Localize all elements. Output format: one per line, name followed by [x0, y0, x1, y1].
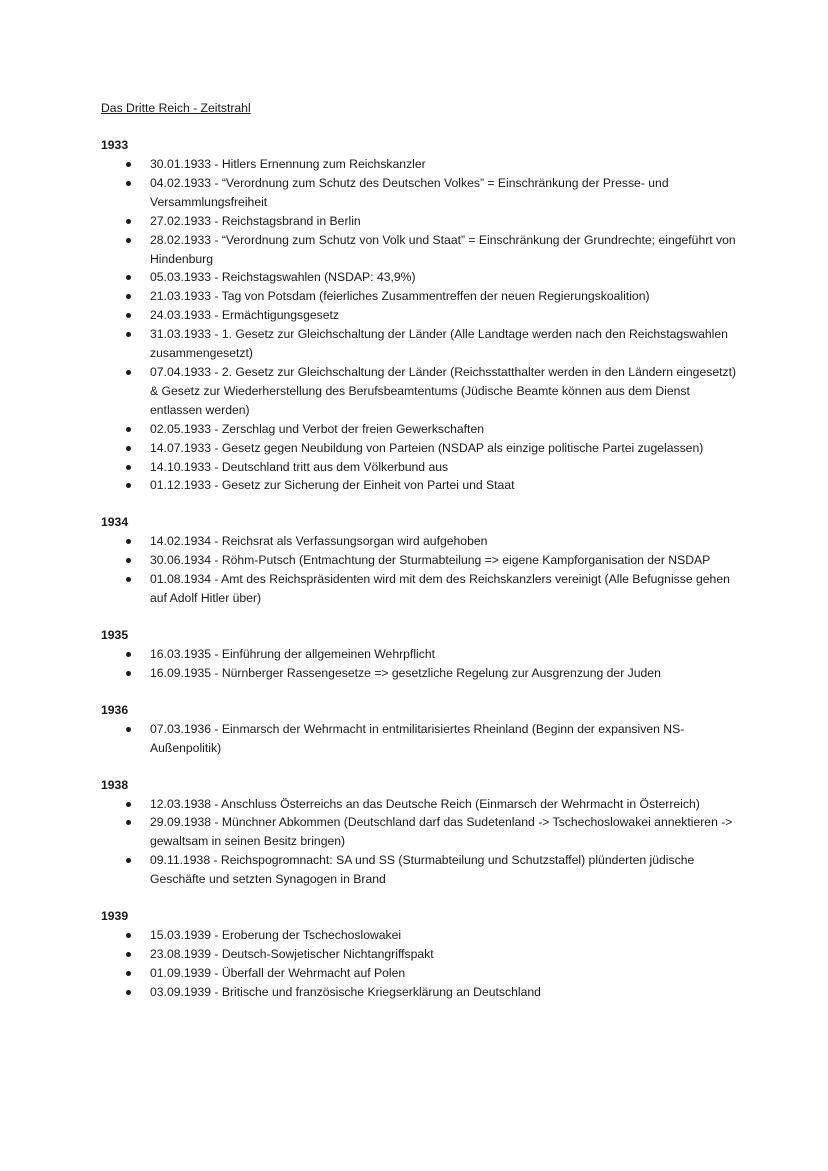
bullet-icon — [126, 483, 131, 488]
year-section-1938 — [101, 776, 741, 890]
event-item — [101, 645, 741, 664]
year-section-1939 — [101, 907, 741, 1002]
event-text: 23.08.1939 - Deutsch-Sowjetischer Nichtangriffspakt — [150, 947, 434, 961]
bullet-icon — [126, 446, 131, 451]
event-text: 24.03.1933 - Ermächtigungsgesetz — [150, 308, 340, 323]
event-text: 12.03.1938 - Anschluss Österreichs an das Deutsche Reich (Einmarsch der Wehrmacht in Österreich) — [150, 796, 700, 811]
event-text: 01.08.1934 - Amt des Reichspräsidenten wird mit dem des Reichskanzlers vereinigt (Alle Befugnisse gehen auf Adolf Hitler über) — [150, 572, 730, 606]
event-text: 05.03.1933 - Reichstagswahlen (NSDAP: 43,9%) — [150, 270, 416, 285]
bullet-icon — [126, 558, 131, 563]
event-text: 01.12.1933 - Gesetz zur Sicherung der Einheit von Partei und Staat — [150, 478, 515, 493]
event-text: 03.09.1939 - Britische und französische Kriegserklärung an Deutschland — [150, 984, 541, 999]
year-section-1936 — [101, 701, 741, 758]
event-text: 15.03.1939 - Eroberung der Tschechoslowakei — [150, 928, 402, 943]
event-item — [101, 458, 741, 477]
event-item — [101, 551, 741, 570]
event-item — [101, 155, 741, 174]
bullet-icon — [126, 990, 131, 995]
event-text: 27.02.1933 - Reichstagsbrand in Berlin — [150, 213, 361, 228]
event-item — [101, 532, 741, 551]
event-item — [101, 476, 741, 495]
event-item — [101, 174, 741, 212]
event-text: 16.03.1935 - Einführung der allgemeinen Wehrpflicht — [150, 646, 436, 661]
year-section-1933 — [101, 136, 741, 495]
event-text: 30.06.1934 - Röhm-Putsch (Entmachtung der Sturmabteilung => eigene Kampforganisation der NSDAP — [150, 553, 711, 568]
event-item — [101, 720, 741, 758]
bullet-icon — [126, 802, 131, 807]
event-text: 16.09.1935 - Nürnberger Rassengesetze => gesetzliche Regelung zur Ausgrenzung der Juden — [150, 665, 661, 680]
bullet-icon — [126, 238, 131, 243]
bullet-icon — [126, 294, 131, 299]
event-item — [101, 231, 741, 269]
bullet-icon — [126, 539, 131, 544]
year-heading: 1934 — [101, 515, 129, 530]
year-section-1934 — [101, 513, 741, 608]
year-section-1935 — [101, 626, 741, 683]
bullet-icon — [126, 370, 131, 375]
event-list — [101, 155, 741, 495]
event-text: 14.10.1933 - Deutschland tritt aus dem Völkerbund aus — [150, 459, 449, 474]
event-item — [101, 983, 741, 1002]
bullet-icon — [126, 652, 131, 657]
event-item — [101, 287, 741, 306]
event-item — [101, 212, 741, 231]
event-item — [101, 795, 741, 814]
bullet-icon — [126, 275, 131, 280]
event-text: 04.02.1933 - “Verordnung zum Schutz des Deutschen Volkes” = Einschränkung der Presse- und Versammlungsfreiheit — [150, 175, 669, 209]
bullet-icon — [126, 181, 131, 186]
event-text: 29.09.1938 - Münchner Abkommen (Deutschland darf das Sudetenland -> Tschechoslowakei annektieren -> gewaltsam in seinen Besitz bringen) — [150, 815, 733, 849]
year-heading: 1938 — [101, 777, 129, 792]
bullet-icon — [126, 671, 131, 676]
event-item — [101, 363, 741, 420]
event-item — [101, 945, 741, 964]
event-list — [101, 532, 741, 608]
bullet-icon — [126, 219, 131, 224]
event-item — [101, 664, 741, 683]
event-text: 14.02.1934 - Reichsrat als Verfassungsorgan wird aufgehoben — [150, 534, 488, 549]
document-title: Das Dritte Reich - Zeitstrahl — [101, 101, 251, 115]
bullet-icon — [126, 933, 131, 938]
bullet-icon — [126, 427, 131, 432]
timeline — [101, 136, 741, 1002]
bullet-icon — [126, 313, 131, 318]
bullet-icon — [126, 332, 131, 337]
event-item — [101, 570, 741, 608]
year-heading: 1939 — [101, 909, 129, 924]
event-text: 02.05.1933 - Zerschlag und Verbot der freien Gewerkschaften — [150, 421, 485, 436]
document-content — [101, 99, 741, 1020]
bullet-icon — [126, 162, 131, 167]
event-text: 28.02.1933 - “Verordnung zum Schutz von Volk und Staat” = Einschränkung der Grundrechte; eingeführt von Hindenburg — [150, 232, 736, 266]
bullet-icon — [126, 820, 131, 825]
year-heading: 1935 — [101, 627, 129, 642]
event-item — [101, 851, 741, 889]
event-text: 01.09.1939 - Überfall der Wehrmacht auf Polen — [150, 965, 406, 980]
bullet-icon — [126, 971, 131, 976]
event-text: 14.07.1933 - Gesetz gegen Neubildung von Parteien (NSDAP als einzige politische Partei zugelassen) — [150, 440, 704, 455]
event-text: 07.04.1933 - 2. Gesetz zur Gleichschaltung der Länder (Reichsstatthalter werden in den Ländern eingesetzt) & Gesetz zur Wiederherstellung des Berufsbeamtentums (Jüdische Beamte können aus dem Dienst entlassen werden) — [150, 364, 737, 417]
event-item — [101, 813, 741, 851]
event-item — [101, 439, 741, 458]
bullet-icon — [126, 727, 131, 732]
year-heading: 1936 — [101, 702, 129, 717]
event-item — [101, 420, 741, 439]
event-text: 07.03.1936 - Einmarsch der Wehrmacht in entmilitarisiertes Rheinland (Beginn der expansiven NS-Außenpolitik) — [150, 721, 685, 755]
event-text: 21.03.1933 - Tag von Potsdam (feierliches Zusammentreffen der neuen Regierungskoalition) — [150, 289, 650, 304]
bullet-icon — [126, 858, 131, 863]
event-text: 09.11.1938 - Reichspogromnacht: SA und SS (Sturmabteilung und Schutzstaffel) plünderten jüdische Geschäfte und setzten Synagogen in Brand — [150, 853, 695, 887]
event-item — [101, 964, 741, 983]
year-heading: 1933 — [101, 138, 129, 152]
event-item — [101, 268, 741, 287]
bullet-icon — [126, 952, 131, 957]
event-list — [101, 720, 741, 758]
bullet-icon — [126, 465, 131, 470]
event-list — [101, 645, 741, 683]
event-list — [101, 926, 741, 1002]
event-list — [101, 795, 741, 890]
event-text: 30.01.1933 - Hitlers Ernennung zum Reichskanzler — [150, 157, 426, 171]
event-item — [101, 306, 741, 325]
event-item — [101, 325, 741, 363]
event-text: 31.03.1933 - 1. Gesetz zur Gleichschaltung der Länder (Alle Landtage werden nach den Reichstagswahlen zusammengesetzt) — [150, 327, 728, 361]
bullet-icon — [126, 577, 131, 582]
event-item — [101, 926, 741, 945]
